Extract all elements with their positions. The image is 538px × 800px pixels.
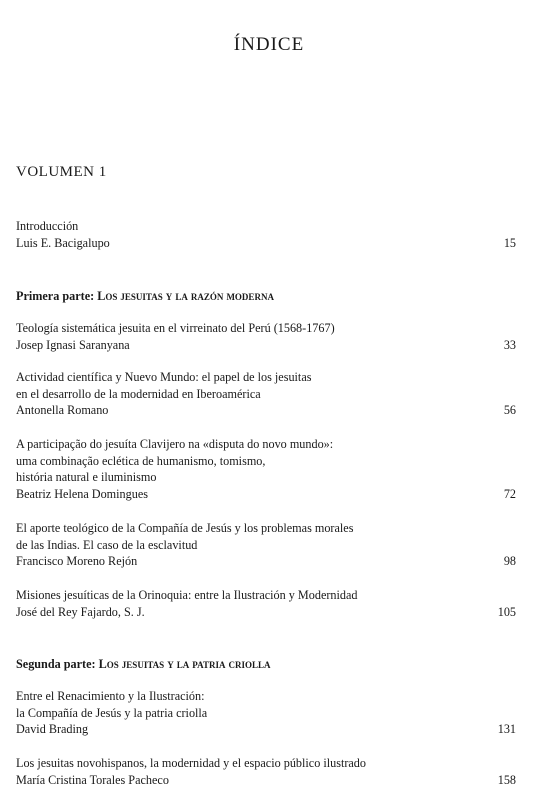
entry-page: 158 [497, 772, 516, 787]
entry-page: 131 [497, 722, 516, 736]
entry-title: Actividad científica y Nuevo Mundo: el papel de los jesuitas [16, 370, 312, 384]
part-heading [16, 288, 516, 305]
entry-title: Introducción [16, 219, 79, 233]
entry-author: José del Rey Fajardo, S. J. [16, 604, 145, 619]
entry-page: 72 [503, 486, 516, 501]
part-label: Segunda parte: [16, 657, 96, 671]
toc-entry[interactable] [16, 755, 516, 788]
entry-title: El aporte teológico de la Compañía de Jesús y los problemas morales [16, 521, 354, 535]
entry-page: 33 [503, 337, 516, 352]
entry-title: Misiones jesuíticas de la Orinoquia: entre la Ilustración y Modernidad [16, 588, 358, 602]
part-label: Primera parte: [16, 289, 95, 303]
toc-entry[interactable] [16, 369, 516, 419]
page-title: ÍNDICE [233, 34, 305, 55]
entry-author: David Brading [16, 722, 89, 736]
toc-entry[interactable] [16, 320, 516, 353]
entry-page: 105 [497, 604, 516, 619]
toc-entry[interactable] [16, 587, 516, 620]
entry-title: Los jesuitas novohispanos, la modernidad y el espacio público ilustrado [16, 756, 366, 770]
entry-title: história natural e iluminismo [16, 470, 157, 484]
entry-author: Beatriz Helena Domingues [16, 486, 148, 501]
entry-author: Francisco Moreno Rejón [16, 554, 138, 568]
entry-author: Josep Ignasi Saranyana [16, 337, 130, 352]
entry-page: 15 [503, 235, 516, 250]
toc-entry[interactable] [16, 520, 516, 570]
toc-entry[interactable] [16, 436, 516, 502]
entry-title: de las Indias. El caso de la esclavitud [16, 537, 198, 552]
entry-title: en el desarrollo de la modernidad en Iberoamérica [16, 386, 261, 401]
entry-author: María Cristina Torales Pacheco [16, 772, 169, 787]
entry-author: Antonella Romano [16, 403, 109, 417]
entry-author: Luis E. Bacigalupo [16, 235, 110, 250]
entry-title: la Compañía de Jesús y la patria criolla [16, 705, 208, 720]
entry-title: uma combinação eclética de humanismo, tomismo, [16, 453, 266, 468]
entry-title: Entre el Renacimiento y la Ilustración: [16, 689, 205, 703]
toc-entry[interactable] [16, 688, 516, 738]
toc-entry[interactable] [16, 218, 516, 251]
entry-title: Teología sistemática jesuita en el virreinato del Perú (1568-1767) [16, 321, 335, 335]
part-name: Los jesuitas y la razón moderna [97, 289, 274, 303]
entry-page: 98 [503, 554, 516, 568]
part-name: Los jesuitas y la patria criolla [98, 657, 271, 671]
entry-title: A participação do jesuíta Clavijero na «disputa do novo mundo»: [16, 437, 334, 451]
volume-heading: VOLUMEN 1 [16, 164, 107, 180]
part-heading [16, 656, 516, 673]
entry-page: 56 [503, 403, 516, 417]
